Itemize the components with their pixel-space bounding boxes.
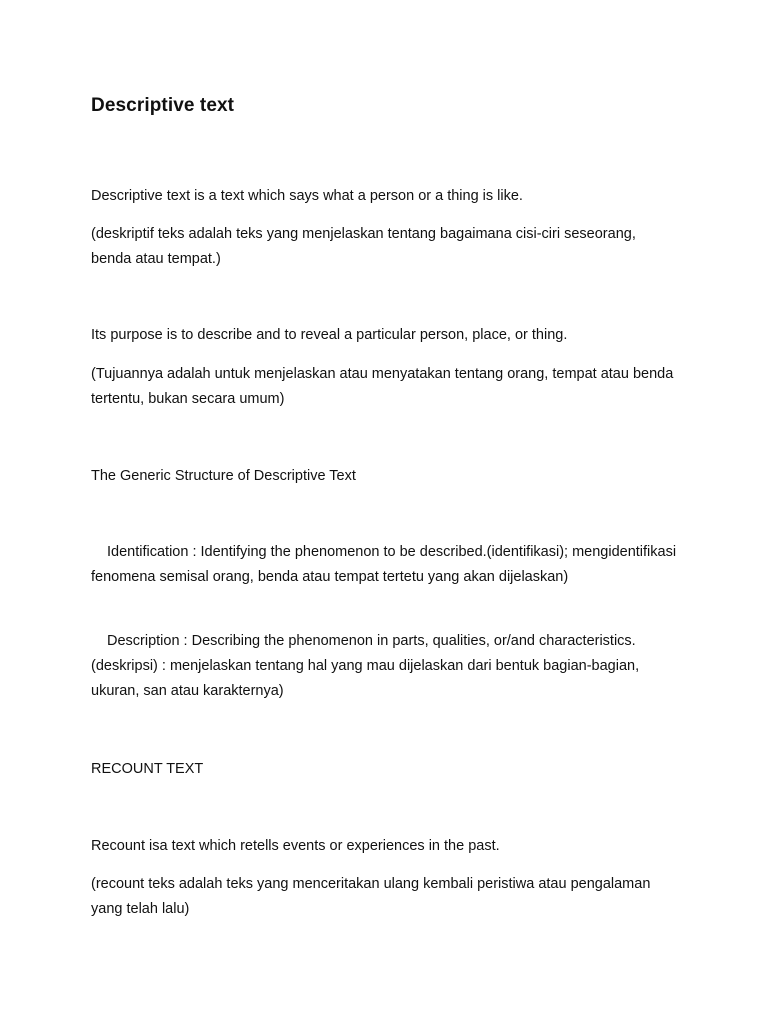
paragraph-definition: Descriptive text is a text which says what a person or a thing is like. [91, 188, 523, 204]
paragraph-recount-translation: (recount teks adalah teks yang menceritakan ulang kembali peristiwa atau pengalaman yang telah lalu) [91, 876, 651, 917]
section-heading-recount: RECOUNT TEXT [91, 761, 204, 777]
paragraph-identification [91, 540, 681, 590]
paragraph-purpose: Its purpose is to describe and to reveal a particular person, place, or thing. [91, 327, 568, 343]
identification-text: Identification : Identifying the phenomenon to be described.(identifikasi); mengidentifikasi fenomena semisal orang, benda atau tempat tertetu yang akan dijelaskan) [91, 544, 677, 585]
paragraph-definition-translation: (deskriptif teks adalah teks yang menjelaskan tentang bagaimana cisi-ciri seseorang, benda atau tempat.) [91, 226, 636, 267]
section-heading-generic-structure: The Generic Structure of Descriptive Text [91, 468, 356, 484]
paragraph-recount-definition: Recount isa text which retells events or experiences in the past. [91, 838, 500, 854]
paragraph-purpose-translation: (Tujuannya adalah untuk menjelaskan atau menyatakan tentang orang, tempat atau benda tertentu, bukan secara umum) [91, 366, 674, 407]
paragraph-description [91, 629, 681, 704]
description-text: Description : Describing the phenomenon in parts, qualities, or/and characteristics. (deskripsi) : menjelaskan tentang hal yang mau dijelaskan dari bentuk bagian-bagian, ukuran, san atau karakternya) [91, 633, 640, 699]
document-title: Descriptive text [91, 95, 235, 116]
